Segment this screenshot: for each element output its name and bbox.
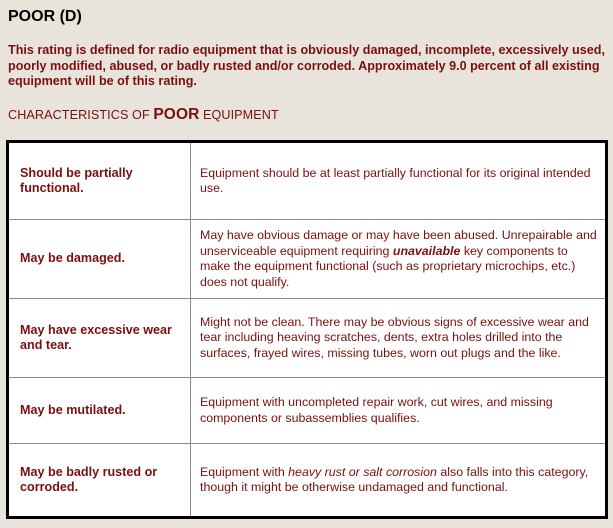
characteristics-emphasis: POOR xyxy=(153,106,200,123)
row-description xyxy=(191,220,605,298)
row-label: May be damaged. xyxy=(9,220,191,298)
description-part: key components to make the equipment functional (such as proprietary microchips, etc.) does not qualify. xyxy=(200,243,576,289)
row-description-text: Equipment should be at least partially functional for its original intended use. xyxy=(200,165,591,195)
rating-definition: This rating is defined for radio equipment that is obviously damaged, incomplete, excessively used, poorly modified, abused, or badly rusted and/or corroded. Approximately 9.0 percent of all existing equipment will be of this rating. xyxy=(8,43,605,88)
description-part: May have obvious damage or may have been abused. Unrepairable and unserviceable equipment requiring xyxy=(200,228,597,258)
table-row xyxy=(9,444,605,516)
table-row xyxy=(9,220,605,299)
characteristics-table xyxy=(6,140,608,519)
characteristics-heading xyxy=(8,106,279,124)
description-emphasis: heavy rust or salt corrosion xyxy=(288,464,437,479)
row-description-text xyxy=(200,228,597,290)
row-label: Should be partially functional. xyxy=(9,143,191,219)
row-description xyxy=(191,378,605,443)
characteristics-prefix: CHARACTERISTICS OF xyxy=(8,108,154,122)
table-row xyxy=(9,143,605,220)
row-description xyxy=(191,143,605,219)
row-description-text: Equipment with uncompleted repair work, cut wires, and missing components or subassemblies qualifies. xyxy=(200,395,553,425)
table-row xyxy=(9,299,605,378)
row-description-text xyxy=(200,465,597,496)
row-label: May be badly rusted or corroded. xyxy=(9,444,191,516)
row-description-text: Might not be clean. There may be obvious signs of excessive wear and tear including heaving scratches, dents, extra holes drilled into the surfaces, frayed wires, missing tubes, worn out plugs and the like. xyxy=(200,314,589,360)
row-label: May be mutilated. xyxy=(9,378,191,443)
page-title: POOR (D) xyxy=(8,8,82,25)
table-row xyxy=(9,378,605,444)
row-label: May have excessive wear and tear. xyxy=(9,299,191,377)
row-description xyxy=(191,444,605,516)
characteristics-suffix: EQUIPMENT xyxy=(199,108,279,122)
description-emphasis: unavailable xyxy=(392,243,461,258)
description-part: Equipment with xyxy=(200,464,289,479)
row-description xyxy=(191,299,605,377)
description-part: also falls into this category, though it might be otherwise undamaged and functional. xyxy=(200,464,589,494)
